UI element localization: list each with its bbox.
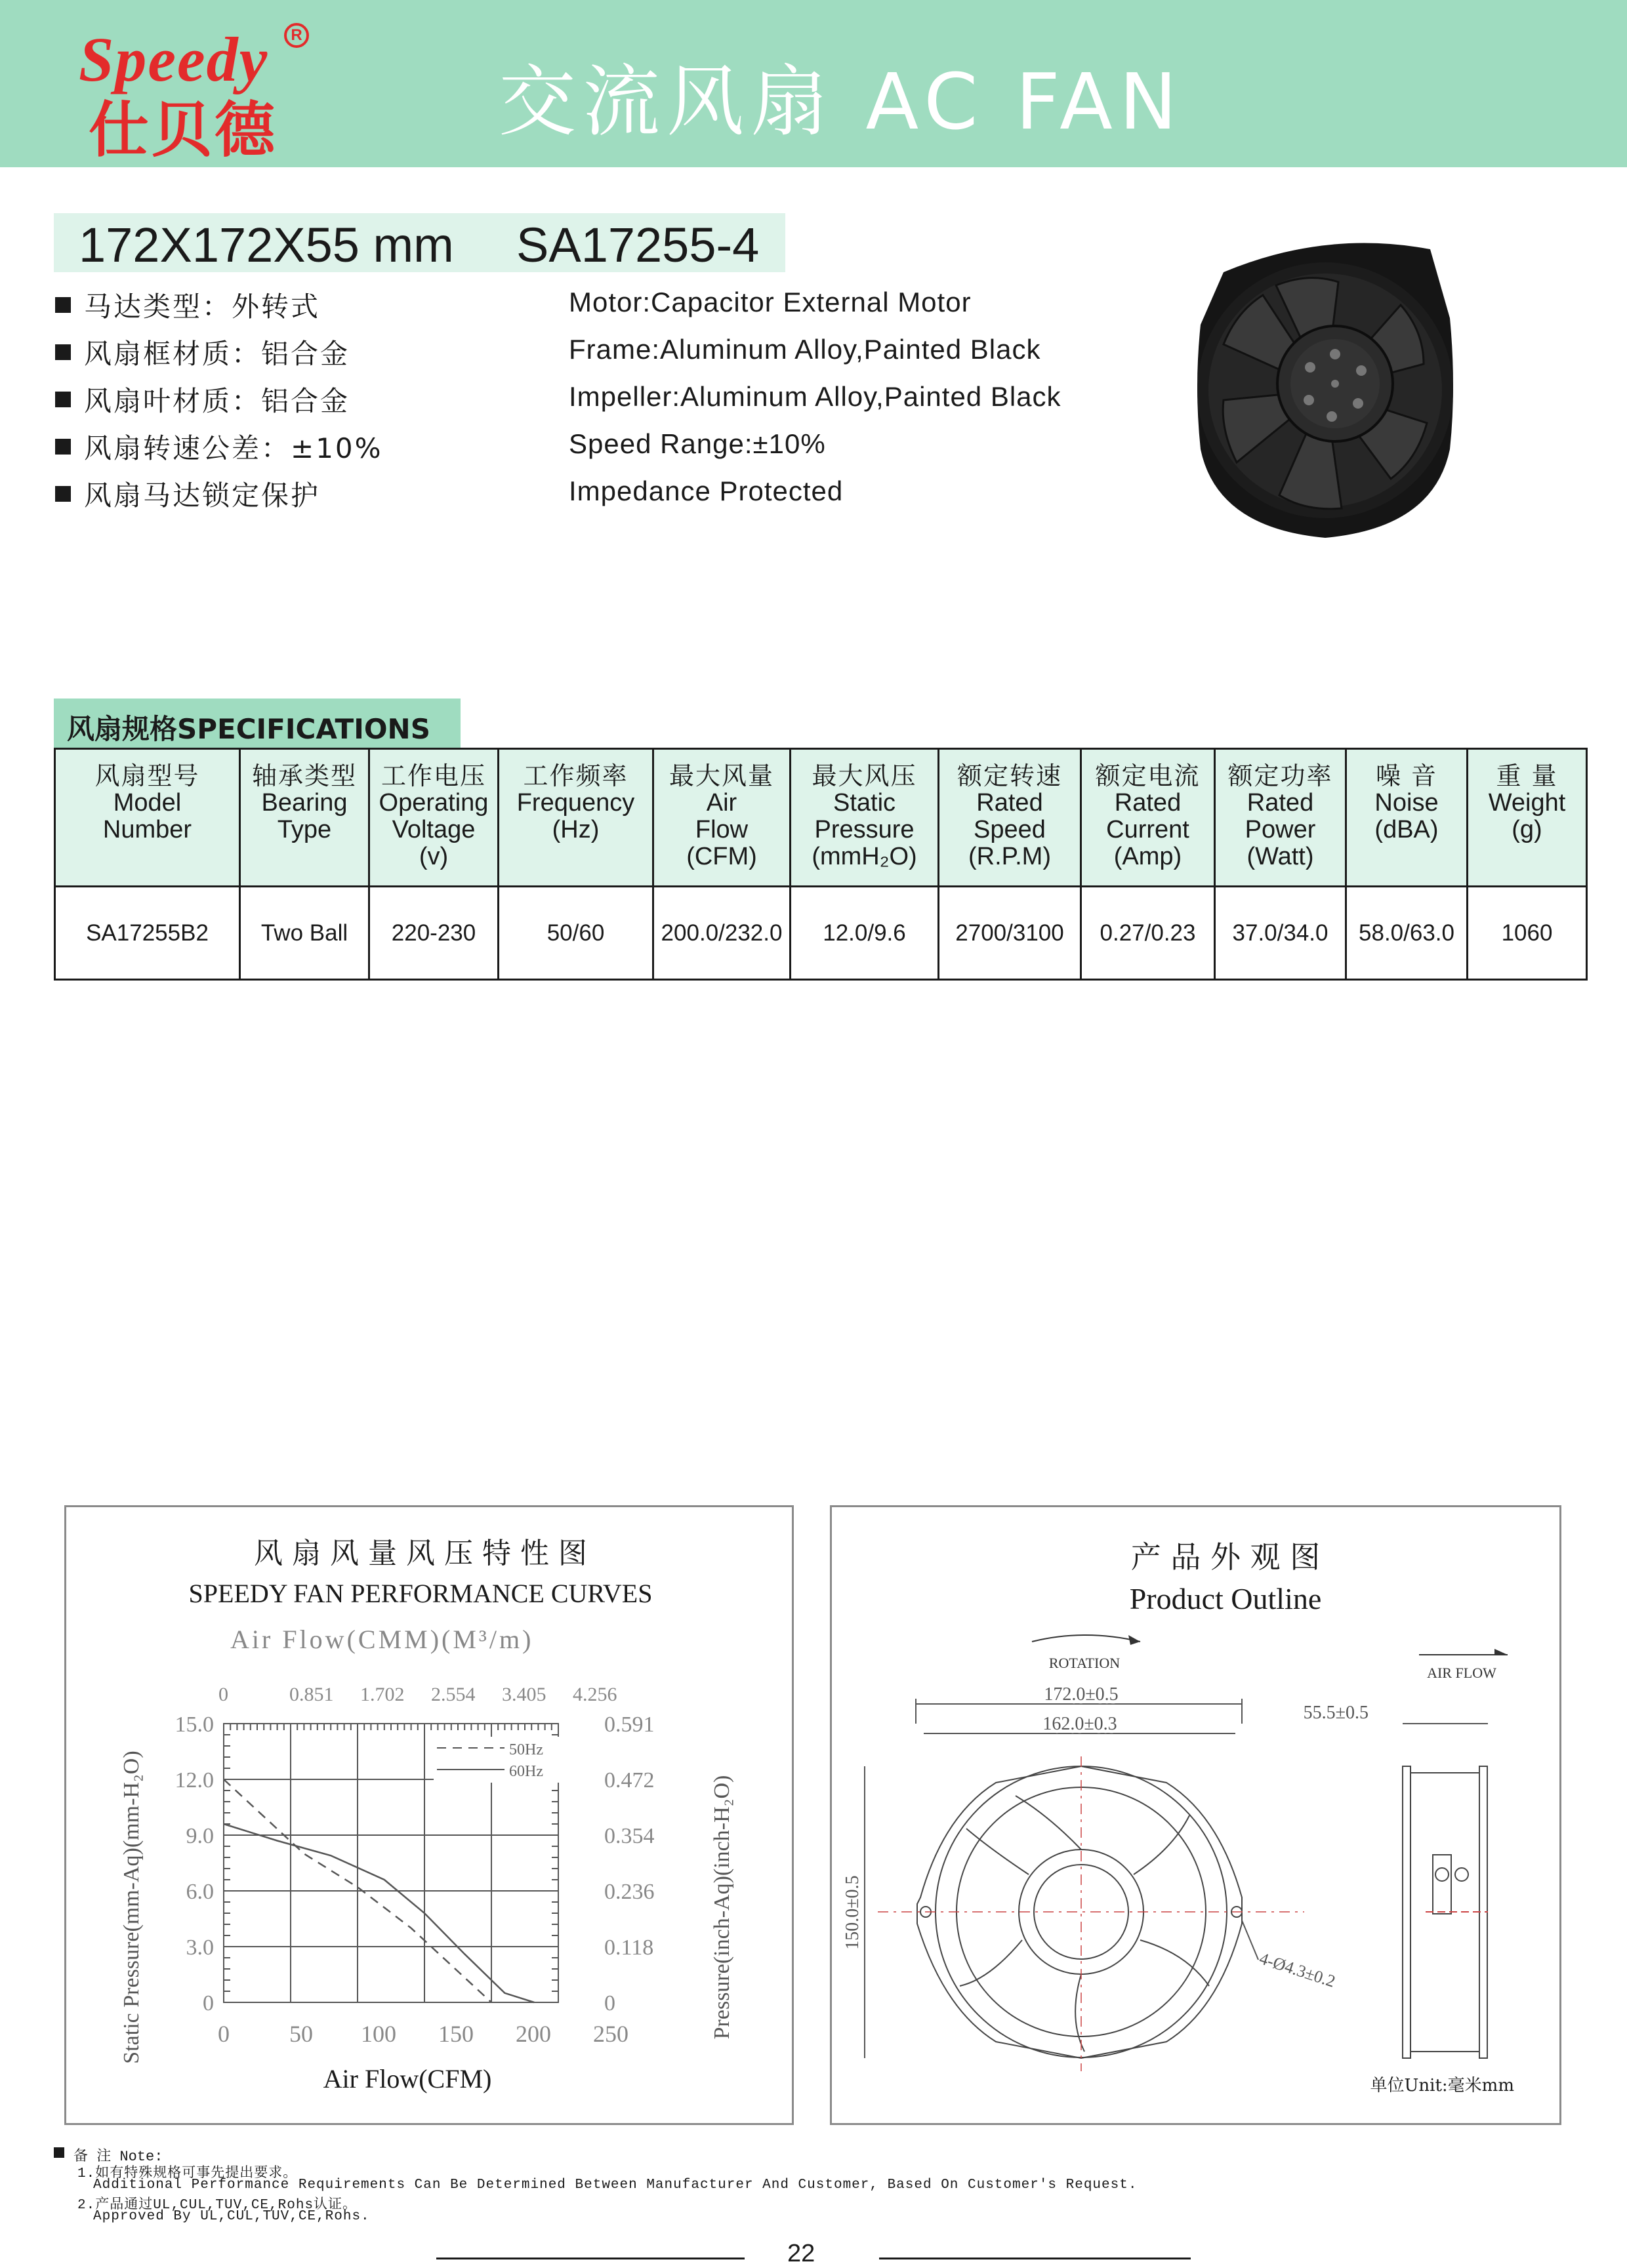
col-power: 额定功率 Rated Power (Watt) <box>1215 749 1346 887</box>
footer-rule-left <box>436 2258 745 2259</box>
bottom-tick-label: 150 <box>438 2021 474 2047</box>
bottom-tick-label: 0 <box>218 2021 230 2047</box>
col-voltage: 工作电压 Operating Voltage (v) <box>369 749 499 887</box>
spec-table <box>54 748 1588 981</box>
left-tick-label: 15.0 <box>175 1712 214 1737</box>
feature-item <box>54 285 1117 333</box>
top-tick-label: 3.405 <box>502 1684 546 1705</box>
left-tick-label: 12.0 <box>175 1768 214 1792</box>
right-tick-label: 0.236 <box>604 1880 655 1904</box>
feature-en: Impeller:Aluminum Alloy,Painted Black <box>569 381 1061 412</box>
bullet-icon <box>55 392 71 407</box>
model-dimensions: 172X172X55 mm <box>79 218 454 272</box>
feature-cn: 风扇马达锁定保护 <box>84 479 321 512</box>
top-tick-label: 0 <box>218 1684 228 1705</box>
table-row <box>55 887 1587 980</box>
feature-list <box>54 285 1117 521</box>
unit-label: 单位Unit:毫米mm <box>1370 2076 1514 2096</box>
cell-power: 37.0/34.0 <box>1215 887 1346 980</box>
col-bearing: 轴承类型 Bearing Type <box>240 749 369 887</box>
right-tick-label: 0.472 <box>604 1768 655 1792</box>
right-tick-label: 0 <box>604 1991 615 2015</box>
logo-chinese: 仕贝德 <box>89 95 278 165</box>
feature-en: Impedance Protected <box>569 476 844 506</box>
top-tick-label: 1.702 <box>360 1684 405 1705</box>
feature-en: Frame:Aluminum Alloy,Painted Black <box>569 334 1041 365</box>
cell-speed: 2700/3100 <box>939 887 1081 980</box>
right-tick-label: 0.118 <box>604 1935 654 1960</box>
spec-title: 风扇规格SPECIFICATIONS <box>67 713 430 745</box>
note-line: 2.产品通过UL,CUL,TUV,CE,Rohs认证。 <box>77 2198 358 2213</box>
spec-header-row <box>55 749 1587 887</box>
performance-panel <box>64 1505 794 2125</box>
left-tick-label: 0 <box>203 1991 214 2015</box>
right-tick-label: 0.354 <box>604 1824 655 1848</box>
dim-width: 172.0±0.5 <box>1044 1684 1119 1705</box>
dim-hole: 162.0±0.3 <box>1042 1714 1117 1734</box>
note-line: Approved By UL,CUL,TUV,CE,Rohs. <box>93 2209 370 2224</box>
page-title: 交流风扇 AC FAN <box>499 56 1184 147</box>
brand-logo <box>69 16 318 165</box>
right-tick-label: 0.591 <box>604 1712 655 1737</box>
cell-pressure: 12.0/9.6 <box>791 887 939 980</box>
cell-model: SA17255B2 <box>55 887 240 980</box>
performance-chart <box>66 1507 796 2127</box>
fan-photo <box>1197 233 1453 541</box>
feature-item <box>54 333 1117 380</box>
model-code: SA17255-4 <box>516 218 760 272</box>
chart-title-cn: 风 扇 风 量 风 压 特 性 图 <box>254 1537 587 1570</box>
outline-panel <box>830 1505 1561 2125</box>
rotation-label: ROTATION <box>1048 1655 1121 1671</box>
dim-mount-holes: 4-Ø4.3±0.2 <box>1257 1949 1338 1991</box>
note-line: Additional Performance Requirements Can Be Determined Between Manufacturer And Customer, Based On Customer's Request. <box>93 2177 1138 2193</box>
left-tick-label: 6.0 <box>186 1880 214 1904</box>
bullet-icon <box>55 297 71 313</box>
left-tick-label: 9.0 <box>186 1824 214 1848</box>
feature-cn: 风扇转速公差：±10% <box>84 432 383 464</box>
top-axis-label: Air Flow(CMM)(M³/m) <box>230 1625 534 1654</box>
feature-item <box>54 427 1117 474</box>
left-tick-labels <box>175 1712 215 2015</box>
cell-current: 0.27/0.23 <box>1081 887 1215 980</box>
model-band <box>54 213 785 272</box>
registered-mark: R <box>284 23 309 48</box>
feature-cn: 风扇框材质：铝合金 <box>84 338 350 370</box>
bottom-axis-label: Air Flow(CFM) <box>323 2064 492 2094</box>
cell-frequency: 50/60 <box>499 887 653 980</box>
bottom-tick-labels <box>218 2021 628 2047</box>
feature-item <box>54 380 1117 427</box>
feature-cn: 马达类型：外转式 <box>84 291 321 323</box>
col-current: 额定电流 Rated Current (Amp) <box>1081 749 1215 887</box>
dim-height: 150.0±0.5 <box>842 1875 863 1950</box>
left-axis-label: Static Pressure(mm-Aq)(mm-H₂O) <box>119 1751 144 2064</box>
cell-noise: 58.0/63.0 <box>1346 887 1468 980</box>
feature-en: Speed Range:±10% <box>569 428 826 459</box>
bottom-tick-label: 50 <box>289 2021 313 2047</box>
legend <box>434 1737 562 1783</box>
col-frequency: 工作频率 Frequency (Hz) <box>499 749 653 887</box>
col-noise: 噪 音 Noise (dBA) <box>1346 749 1468 887</box>
right-tick-labels <box>604 1712 655 2015</box>
legend-50hz: 50Hz <box>509 1741 543 1758</box>
col-airflow: 最大风量 Air Flow (CFM) <box>653 749 791 887</box>
bottom-tick-label: 100 <box>361 2021 396 2047</box>
feature-cn: 风扇叶材质：铝合金 <box>84 385 350 417</box>
legend-60hz: 60Hz <box>509 1763 543 1780</box>
top-tick-label: 2.554 <box>431 1684 476 1705</box>
bullet-icon <box>55 439 71 455</box>
col-model: 风扇型号 Model Number <box>55 749 240 887</box>
top-tick-label: 0.851 <box>289 1684 334 1705</box>
col-speed: 额定转速 Rated Speed (R.P.M) <box>939 749 1081 887</box>
note-line: 1.如有特殊规格可事先提出要求。 <box>77 2166 298 2181</box>
bottom-tick-label: 250 <box>593 2021 628 2047</box>
series-60hz-line <box>224 1824 534 2002</box>
col-pressure: 最大风压 Static Pressure (mmH₂O) <box>791 749 939 887</box>
bullet-icon <box>55 344 71 360</box>
bullet-icon <box>55 486 71 502</box>
chart-title-en: SPEEDY FAN PERFORMANCE CURVES <box>188 1579 653 1608</box>
col-weight: 重 量 Weight (g) <box>1468 749 1587 887</box>
outline-drawing <box>832 1507 1563 2127</box>
bottom-tick-label: 200 <box>516 2021 551 2047</box>
top-tick-labels <box>218 1684 617 1705</box>
feature-en: Motor:Capacitor External Motor <box>569 287 972 317</box>
notes-heading: 备 注 Note: <box>54 2145 1137 2162</box>
outline-title-cn: 产 品 外 观 图 <box>1130 1539 1321 1575</box>
outline-title-en: Product Outline <box>1129 1582 1322 1615</box>
top-tick-label: 4.256 <box>573 1684 617 1705</box>
cell-airflow: 200.0/232.0 <box>653 887 791 980</box>
spec-title-band <box>54 699 461 748</box>
left-tick-label: 3.0 <box>186 1935 214 1960</box>
dim-depth: 55.5±0.5 <box>1303 1703 1369 1723</box>
side-view <box>1403 1724 1488 2058</box>
air-flow-label: AIR FLOW <box>1427 1665 1496 1681</box>
cell-bearing: Two Ball <box>240 887 369 980</box>
footer-rule-right <box>879 2258 1191 2259</box>
feature-item <box>54 474 1117 521</box>
right-axis-label: Pressure(inch-Aq)(inch-H₂O) <box>710 1775 734 2040</box>
cell-weight: 1060 <box>1468 887 1587 980</box>
notes <box>54 2145 1137 2225</box>
page-number: 22 <box>787 2240 815 2267</box>
cell-voltage: 220-230 <box>369 887 499 980</box>
logo-script: Speedy <box>79 24 269 94</box>
